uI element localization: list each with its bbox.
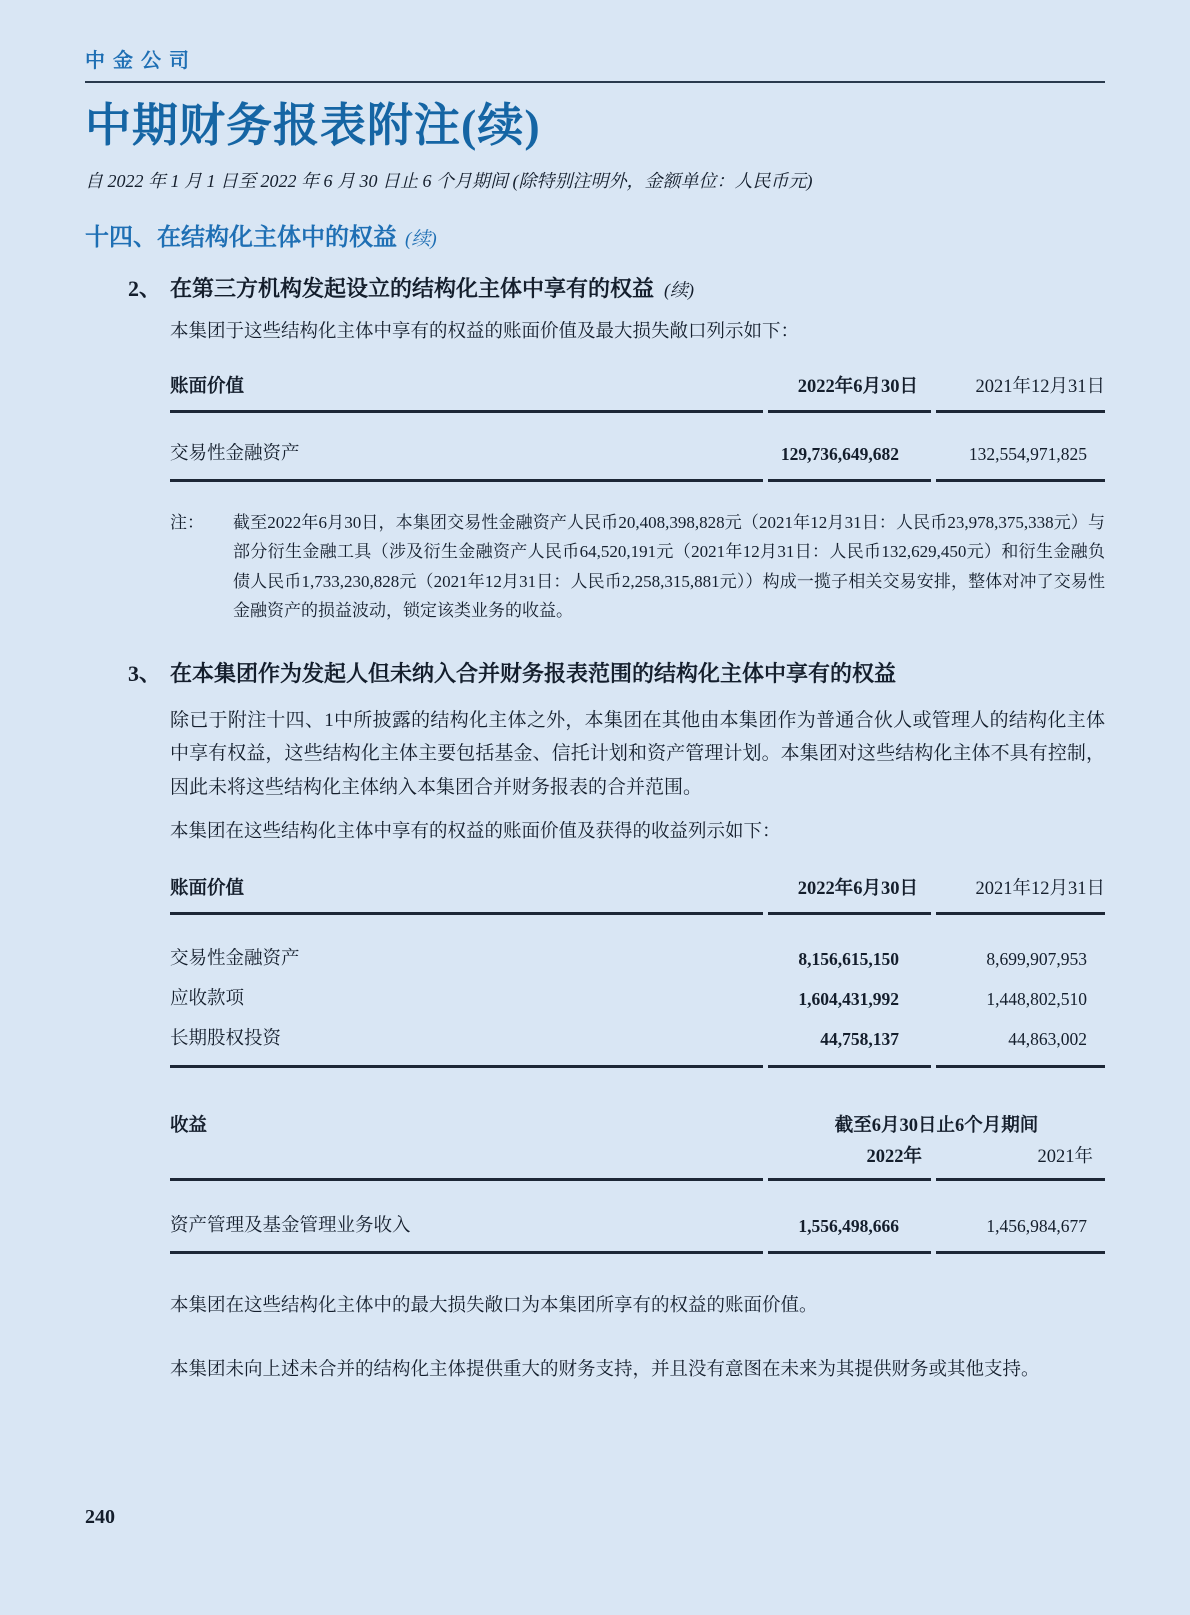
subsection-2-number: 2、 [128, 275, 162, 301]
table3-row-value-2022: 1,556,498,666 [798, 1216, 899, 1237]
table1-header-label: 账面价值 [170, 376, 245, 397]
table2-header-2022: 2022年6月30日 [797, 879, 918, 900]
table2-body [170, 939, 1105, 1065]
table3-row-value-2021: 1,456,984,677 [986, 1216, 1087, 1237]
section-continued-mark: (续) [405, 229, 437, 250]
table2-header-2021: 2021年12月31日 [975, 879, 1105, 900]
section-number: 十四、 [85, 225, 157, 251]
table-row [170, 1019, 1105, 1065]
table3-header-2022: 2022年 [866, 1147, 922, 1168]
subsection-2-heading [128, 275, 1105, 304]
table1-header-row [170, 374, 1105, 410]
subsection-2-title: 在第三方机构发起设立的结构化主体中享有的权益 (续) [170, 275, 695, 301]
subsection-3-paragraph-3: 本集团在这些结构化主体中的最大损失敞口为本集团所享有的权益的账面价值。 [170, 1296, 818, 1317]
period-subtitle: 自 2022 年 1 月 1 日至 2022 年 6 月 30 日止 6 个月期间 (除特别注明外，金额单位：人民币元) [85, 171, 813, 191]
table2-row-value-2021: 1,448,802,510 [986, 989, 1087, 1010]
subsection-3-number: 3、 [128, 660, 162, 686]
table1-row-value-2021: 132,554,971,825 [968, 443, 1087, 464]
page-number: 240 [85, 1506, 115, 1528]
subsection-3-title: 在本集团作为发起人但未纳入合并财务报表范围的结构化主体中享有的权益 [170, 660, 897, 686]
table3-row-label: 资产管理及基金管理业务收入 [170, 1216, 411, 1237]
table2-header-rule [170, 912, 1105, 915]
table2-row-value-2021: 44,863,002 [1008, 1029, 1087, 1050]
income-table [170, 1112, 1105, 1254]
table1-header-rule [170, 410, 1105, 413]
table3-bottom-rule [170, 1251, 1105, 1254]
table-row [170, 441, 1105, 479]
table2-bottom-rule [170, 1065, 1105, 1068]
table2-row-value-2022: 8,156,615,150 [798, 949, 899, 970]
section-heading [85, 223, 1105, 255]
table1-bottom-rule [170, 479, 1105, 482]
table3-header-row-1 [170, 1112, 1105, 1140]
footnote-label: 注： [170, 512, 204, 532]
table2-header-row [170, 876, 1105, 912]
table2-row-value-2022: 1,604,431,992 [798, 989, 899, 1010]
subsection-3-paragraph-4: 本集团未向上述未合并的结构化主体提供重大的财务支持，并且没有意图在未来为其提供财务或其他支持。 [170, 1360, 1040, 1381]
table1-row-label: 交易性金融资产 [170, 443, 300, 464]
table2-row-label: 长期股权投资 [170, 1029, 282, 1050]
table-row [170, 1211, 1105, 1251]
table3-period-header: 截至6月30日止6个月期间 [834, 1116, 1039, 1137]
table3-header-label: 收益 [170, 1116, 208, 1137]
table1-row-value-2022: 129,736,649,682 [780, 443, 899, 464]
subsection-2-intro: 本集团于这些结构化主体中享有的权益的账面价值及最大损失敞口列示如下： [170, 321, 800, 342]
table-row [170, 979, 1105, 1019]
table3-header-rule [170, 1178, 1105, 1181]
footnote-text: 截至2022年6月30日，本集团交易性金融资产人民币20,408,398,828元（2021年12月31日：人民币23,978,375,338元）与部分衍生金融工具（涉及衍生金融资产人民币64,520,191元（2021年12月31日：人民币132,629,450元）和衍生金融负债人民币1,733,230,828元（2021年12月31日：人民币2,258,315,881元））构成一揽子相关交易安排，整体对冲了交易性金融资产的损益波动，锁定该类业务的收益。 [233, 512, 1105, 621]
section-title: 在结构化主体中的权益 [157, 225, 397, 251]
carrying-value-table-2 [170, 876, 1105, 1068]
table2-row-label: 交易性金融资产 [170, 949, 300, 970]
page-title: 中期财务报表附注(续) [85, 100, 541, 151]
carrying-value-table-1 [170, 374, 1105, 482]
table-row [170, 939, 1105, 979]
table2-row-label: 应收款项 [170, 989, 245, 1010]
table2-row-value-2021: 8,699,907,953 [986, 949, 1087, 970]
subsection-3-heading [128, 660, 1105, 688]
table2-header-label: 账面价值 [170, 879, 245, 900]
table1-header-2021: 2021年12月31日 [975, 376, 1105, 397]
table3-header-row-2 [170, 1144, 1105, 1178]
subsection-2-continued-mark: (续) [664, 279, 695, 300]
header-divider [85, 81, 1105, 83]
table1-header-2022: 2022年6月30日 [797, 376, 918, 397]
table2-row-value-2022: 44,758,137 [820, 1029, 899, 1050]
subsection-3-paragraph-1: 除已于附注十四、1中所披露的结构化主体之外，本集团在其他由本集团作为普通合伙人或管理人的结构化主体中享有权益，这些结构化主体主要包括基金、信托计划和资产管理计划。本集团对这些结构化主体不具有控制，因此未将这些结构化主体纳入本集团合并财务报表的合并范围。 [170, 709, 1105, 798]
table3-header-2021: 2021年 [1037, 1147, 1093, 1168]
company-name: 中金公司 [85, 50, 197, 72]
subsection-3-paragraph-2: 本集团在这些结构化主体中享有的权益的账面价值及获得的收益列示如下： [170, 822, 781, 843]
footnote [170, 508, 1105, 626]
